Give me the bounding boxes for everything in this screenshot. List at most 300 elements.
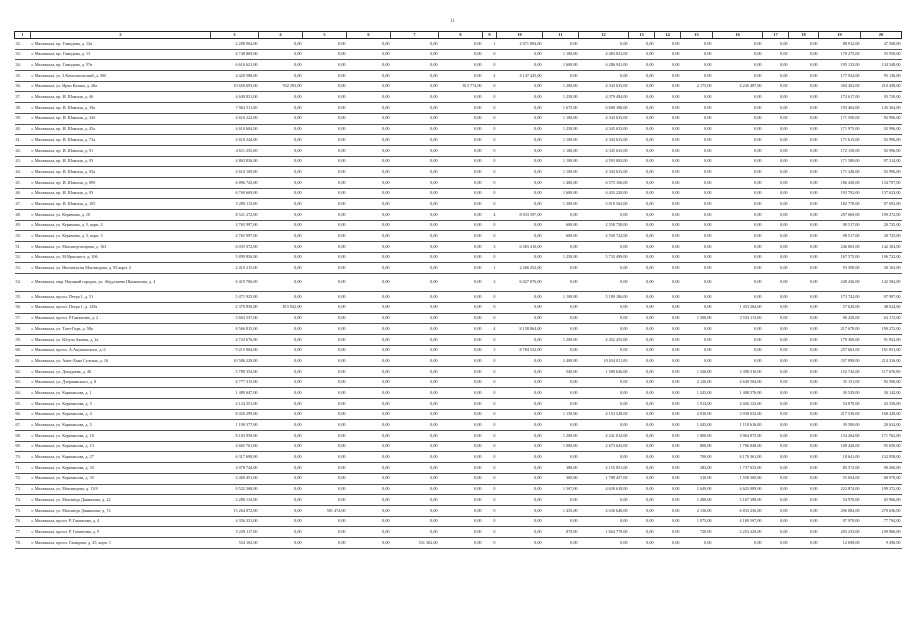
- value-cell: 0,00: [629, 274, 655, 292]
- value-cell: 0,00: [655, 199, 681, 210]
- value-cell: 1 100,00: [543, 145, 579, 156]
- address-cell: г. Махачкала, пр. Гамидова, д. 12а: [31, 39, 211, 50]
- value-cell: 0,00: [681, 188, 713, 199]
- value-cell: 0,00: [259, 431, 303, 442]
- value-cell: 0,00: [655, 473, 681, 484]
- value-cell: 0,00: [789, 167, 819, 178]
- value-cell: 171 590,00: [819, 113, 861, 124]
- value-cell: 0,00: [713, 167, 763, 178]
- value-cell: 4 649 564,00: [713, 377, 763, 388]
- address-cell: г. Махачкала, ул. Керимова, д. 5, корп. 3: [31, 231, 211, 242]
- value-cell: 0,00: [439, 124, 483, 135]
- value-cell: 4 241 014,00: [579, 431, 629, 442]
- value-cell: 0,00: [655, 135, 681, 146]
- value-cell: 0: [483, 356, 497, 367]
- table-row: [15, 334, 902, 345]
- value-cell: 0,00: [543, 263, 579, 274]
- table-row: [15, 156, 902, 167]
- value-cell: 0,00: [789, 527, 819, 538]
- value-cell: 0,00: [391, 177, 439, 188]
- value-cell: 0: [483, 399, 497, 410]
- value-cell: 0: [483, 441, 497, 452]
- value-cell: 1 796 048,00: [713, 441, 763, 452]
- value-cell: 0,00: [439, 135, 483, 146]
- value-cell: 0,00: [543, 210, 579, 221]
- address-cell: г. Махачкала, ул. Коркмасова, д. 3: [31, 399, 211, 410]
- value-cell: 4 636 640,00: [579, 505, 629, 516]
- table-row: [15, 399, 902, 410]
- value-cell: 0,00: [259, 516, 303, 527]
- value-cell: 4 483 823,00: [579, 49, 629, 60]
- value-cell: 2 379 830,00: [211, 302, 259, 313]
- row-number-cell: 44.: [15, 167, 31, 178]
- value-cell: 700,00: [681, 452, 713, 463]
- value-cell: 0,00: [347, 388, 391, 399]
- value-cell: 0,00: [763, 537, 789, 548]
- value-cell: 0,00: [763, 60, 789, 71]
- value-cell: 0,00: [655, 452, 681, 463]
- value-cell: 0,00: [391, 113, 439, 124]
- value-cell: 0: [483, 252, 497, 263]
- value-cell: 0,00: [391, 92, 439, 103]
- value-cell: 0,00: [391, 135, 439, 146]
- value-cell: 4 345 633,00: [579, 124, 629, 135]
- table-row: [15, 441, 902, 452]
- value-cell: 0,00: [543, 71, 579, 82]
- value-cell: 0,00: [789, 473, 819, 484]
- value-cell: 0,00: [629, 345, 655, 356]
- value-cell: 0,00: [629, 177, 655, 188]
- value-cell: 0,00: [763, 81, 789, 92]
- value-cell: 1 737 633,00: [713, 463, 763, 474]
- value-cell: 0,00: [629, 420, 655, 431]
- value-cell: 55 654,00: [819, 473, 861, 484]
- value-cell: 0,00: [543, 39, 579, 50]
- value-cell: 0: [483, 516, 497, 527]
- row-number-cell: 46.: [15, 188, 31, 199]
- value-cell: 0,00: [391, 274, 439, 292]
- value-cell: 0: [483, 156, 497, 167]
- value-cell: 0,00: [391, 399, 439, 410]
- value-cell: 0: [483, 463, 497, 474]
- value-cell: 0,00: [543, 495, 579, 506]
- value-cell: 0,00: [579, 345, 629, 356]
- value-cell: 0,00: [439, 167, 483, 178]
- value-cell: 0,00: [763, 103, 789, 114]
- row-number-cell: 65.: [15, 399, 31, 410]
- value-cell: 0,00: [763, 292, 789, 303]
- value-cell: 0,00: [789, 345, 819, 356]
- value-cell: 0,00: [439, 231, 483, 242]
- value-cell: 0,00: [259, 345, 303, 356]
- value-cell: 0,00: [439, 473, 483, 484]
- value-cell: 0,00: [497, 463, 543, 474]
- value-cell: 2 175,00: [681, 81, 713, 92]
- table-row: [15, 242, 902, 253]
- value-cell: 0,00: [543, 420, 579, 431]
- value-cell: 2 765 997,00: [211, 231, 259, 242]
- value-cell: 0,00: [391, 334, 439, 345]
- value-cell: 0,00: [391, 263, 439, 274]
- value-cell: 0,00: [789, 49, 819, 60]
- row-number-cell: 58.: [15, 324, 31, 335]
- value-cell: 0,00: [629, 92, 655, 103]
- value-cell: 4 610 169,00: [211, 167, 259, 178]
- value-cell: 4 723 676,00: [211, 334, 259, 345]
- value-cell: 0,00: [439, 495, 483, 506]
- value-cell: 0,00: [789, 313, 819, 324]
- address-cell: г. Махачкала, пр. И. Шамиля, д. 19а: [31, 103, 211, 114]
- value-cell: 0,00: [789, 242, 819, 253]
- value-cell: 0,00: [763, 505, 789, 516]
- row-number-cell: 51.: [15, 242, 31, 253]
- value-cell: 4 748 869,00: [211, 49, 259, 60]
- value-cell: 0,00: [655, 388, 681, 399]
- value-cell: 0,00: [629, 220, 655, 231]
- table-row: [15, 495, 902, 506]
- value-cell: 0,00: [681, 39, 713, 50]
- value-cell: 167 575,00: [819, 252, 861, 263]
- value-cell: 8 103 950,00: [211, 431, 259, 442]
- value-cell: 0,00: [259, 292, 303, 303]
- value-cell: 154 264,00: [819, 431, 861, 442]
- address-cell: г. Махачкала, пр. Гамидова, д. 57в: [31, 60, 211, 71]
- value-cell: 4 777 315,00: [211, 377, 259, 388]
- value-cell: 4 610 222,00: [211, 113, 259, 124]
- value-cell: 0,00: [391, 103, 439, 114]
- value-cell: 142 304,00: [861, 242, 902, 253]
- value-cell: 4 593 002,00: [579, 156, 629, 167]
- value-cell: 0,00: [347, 324, 391, 335]
- value-cell: 0,00: [303, 527, 347, 538]
- value-cell: 0,00: [629, 167, 655, 178]
- value-cell: 0,00: [629, 242, 655, 253]
- value-cell: 0,00: [713, 103, 763, 114]
- value-cell: 554 102,00: [211, 537, 259, 548]
- row-number-cell: 60.: [15, 345, 31, 356]
- value-cell: 0: [483, 231, 497, 242]
- value-cell: 181 831,00: [861, 345, 902, 356]
- value-cell: 0,00: [681, 252, 713, 263]
- value-cell: 9 215 964,00: [211, 345, 259, 356]
- value-cell: 0,00: [497, 167, 543, 178]
- row-number-cell: 52.: [15, 252, 31, 263]
- value-cell: 0,00: [629, 292, 655, 303]
- value-cell: 0,00: [713, 263, 763, 274]
- value-cell: 1 567,00: [543, 484, 579, 495]
- value-cell: 0,00: [497, 334, 543, 345]
- value-cell: 6 419 706,00: [211, 274, 259, 292]
- value-cell: 0,00: [713, 124, 763, 135]
- value-cell: 0: [483, 113, 497, 124]
- value-cell: 0,00: [789, 495, 819, 506]
- value-cell: 0,00: [713, 49, 763, 60]
- value-cell: 0,00: [347, 210, 391, 221]
- value-cell: 0: [483, 420, 497, 431]
- value-cell: 10 586 229,00: [211, 356, 259, 367]
- value-cell: 0,00: [347, 409, 391, 420]
- value-cell: 5 789 354,00: [211, 366, 259, 377]
- column-number-cell: 14: [655, 32, 681, 39]
- value-cell: 1 200,00: [543, 81, 579, 92]
- value-cell: 0,00: [439, 252, 483, 263]
- value-cell: 0,00: [763, 177, 789, 188]
- row-number-cell: 57.: [15, 313, 31, 324]
- value-cell: 0,00: [629, 527, 655, 538]
- value-cell: 0,00: [347, 199, 391, 210]
- value-cell: 0,00: [259, 177, 303, 188]
- value-cell: 4 611 255,00: [211, 145, 259, 156]
- value-cell: 106 722,00: [861, 252, 902, 263]
- value-cell: 0,00: [763, 49, 789, 60]
- table-row: [15, 113, 902, 124]
- value-cell: 0,00: [579, 388, 629, 399]
- value-cell: 0,00: [347, 473, 391, 484]
- value-cell: 1 243,00: [681, 388, 713, 399]
- value-cell: 0,00: [655, 302, 681, 313]
- value-cell: 4 180 567,00: [713, 516, 763, 527]
- value-cell: 97 314,00: [861, 156, 902, 167]
- value-cell: 3 938 632,00: [713, 409, 763, 420]
- value-cell: 0,00: [713, 345, 763, 356]
- value-cell: 0,00: [629, 334, 655, 345]
- value-cell: 0,00: [681, 103, 713, 114]
- value-cell: 0,00: [629, 252, 655, 263]
- value-cell: 0,00: [681, 324, 713, 335]
- value-cell: 0,00: [347, 71, 391, 82]
- value-cell: 0,00: [439, 366, 483, 377]
- value-cell: 8 784 532,00: [497, 345, 543, 356]
- value-cell: 0,00: [763, 334, 789, 345]
- value-cell: 0,00: [789, 324, 819, 335]
- value-cell: 0,00: [259, 199, 303, 210]
- value-cell: 0,00: [391, 495, 439, 506]
- value-cell: 1 326,00: [681, 366, 713, 377]
- address-cell: г. Махачкала, пр. И. Шамиля, д. 93: [31, 188, 211, 199]
- value-cell: 0,00: [713, 135, 763, 146]
- value-cell: 1: [483, 39, 497, 50]
- value-cell: 0,00: [439, 210, 483, 221]
- value-cell: 0,00: [655, 420, 681, 431]
- value-cell: 1 100,00: [543, 292, 579, 303]
- value-cell: 1 100,00: [543, 135, 579, 146]
- value-cell: 199 372,00: [861, 484, 902, 495]
- value-cell: 0: [483, 92, 497, 103]
- value-cell: 0,00: [655, 324, 681, 335]
- value-cell: 0,00: [789, 92, 819, 103]
- value-cell: 0,00: [391, 242, 439, 253]
- value-cell: 0,00: [259, 60, 303, 71]
- value-cell: 0,00: [789, 431, 819, 442]
- value-cell: 0,00: [681, 302, 713, 313]
- value-cell: 0,00: [439, 39, 483, 50]
- value-cell: 20 725,00: [861, 220, 902, 231]
- value-cell: 3 167 398,00: [713, 495, 763, 506]
- row-number-cell: 71.: [15, 463, 31, 474]
- value-cell: 0,00: [259, 210, 303, 221]
- value-cell: 0,00: [655, 356, 681, 367]
- value-cell: 0,00: [497, 377, 543, 388]
- row-number-cell: 32.: [15, 39, 31, 50]
- value-cell: 186 430,00: [819, 177, 861, 188]
- value-cell: 0,00: [347, 263, 391, 274]
- value-cell: 54 870,00: [819, 399, 861, 410]
- table-row: [15, 345, 902, 356]
- value-cell: 0,00: [259, 356, 303, 367]
- value-cell: 4 245 487,00: [713, 81, 763, 92]
- value-cell: 270 636,00: [861, 505, 902, 516]
- value-cell: 50 529,00: [819, 388, 861, 399]
- address-cell: г. Махачкала, ул. 3 Комсомольский, д. 50б: [31, 71, 211, 82]
- value-cell: 0,00: [579, 324, 629, 335]
- value-cell: 0,00: [303, 377, 347, 388]
- value-cell: 0,00: [763, 71, 789, 82]
- value-cell: 0,00: [655, 537, 681, 548]
- value-cell: 3 663 537,00: [211, 313, 259, 324]
- value-cell: 5 899 856,00: [211, 252, 259, 263]
- value-cell: 2 124 351,00: [211, 399, 259, 410]
- value-cell: 0,00: [655, 156, 681, 167]
- value-cell: 0: [483, 124, 497, 135]
- value-cell: 93 500,00: [819, 263, 861, 274]
- value-cell: 0,00: [347, 452, 391, 463]
- value-cell: 168 428,00: [861, 409, 902, 420]
- value-cell: 0,00: [681, 167, 713, 178]
- address-cell: г. Махачкала, пр. И. Шамиля, д. 4б: [31, 92, 211, 103]
- value-cell: 0,00: [789, 484, 819, 495]
- value-cell: 0,00: [497, 252, 543, 263]
- table-row: [15, 366, 902, 377]
- value-cell: 6 833 236,00: [713, 505, 763, 516]
- value-cell: 0,00: [259, 463, 303, 474]
- value-cell: 0,00: [259, 409, 303, 420]
- table-row: [15, 39, 902, 50]
- column-number-cell: 8: [439, 32, 483, 39]
- value-cell: 581 474,00: [303, 505, 347, 516]
- value-cell: 0,00: [681, 199, 713, 210]
- value-cell: 0,00: [303, 473, 347, 484]
- value-cell: 870,00: [543, 527, 579, 538]
- value-cell: 0,00: [629, 263, 655, 274]
- value-cell: 0,00: [259, 167, 303, 178]
- value-cell: 0,00: [391, 431, 439, 442]
- address-cell: г. Махачкала, просп. Гамидова, д. 45, корп. 1: [31, 537, 211, 548]
- value-cell: 0,00: [391, 167, 439, 178]
- value-cell: 0,00: [789, 60, 819, 71]
- value-cell: 0,00: [629, 452, 655, 463]
- value-cell: 0,00: [713, 324, 763, 335]
- value-cell: 0,00: [259, 495, 303, 506]
- table-row: [15, 167, 902, 178]
- value-cell: 0,00: [391, 345, 439, 356]
- value-cell: 0,00: [391, 49, 439, 60]
- address-cell: г. Махачкала, ул. Керимова, д. 5, корп. 2: [31, 220, 211, 231]
- row-number-cell: 67.: [15, 420, 31, 431]
- address-cell: г. Махачкала, ул. Магомедова, д. 13/9: [31, 484, 211, 495]
- value-cell: 0,00: [391, 231, 439, 242]
- value-cell: 57 620,00: [819, 302, 861, 313]
- value-cell: 0,00: [713, 199, 763, 210]
- value-cell: 0: [483, 431, 497, 442]
- column-number-cell: 1: [15, 32, 31, 39]
- value-cell: 0,00: [629, 135, 655, 146]
- address-cell: г. Махачкала, ул. Коркмасова, д. 1: [31, 388, 211, 399]
- value-cell: 6 680 180,00: [579, 103, 629, 114]
- value-cell: 0,00: [347, 156, 391, 167]
- value-cell: 0,00: [303, 334, 347, 345]
- value-cell: 0,00: [789, 452, 819, 463]
- column-number-cell: 20: [861, 32, 902, 39]
- row-number-cell: 75.: [15, 505, 31, 516]
- value-cell: 257 603,00: [819, 345, 861, 356]
- value-cell: 0,00: [303, 313, 347, 324]
- value-cell: 0,00: [629, 463, 655, 474]
- value-cell: 0,00: [713, 210, 763, 221]
- value-cell: 0,00: [259, 366, 303, 377]
- value-cell: 0,00: [439, 463, 483, 474]
- value-cell: 0,00: [789, 441, 819, 452]
- value-cell: 55 950,00: [861, 49, 902, 60]
- value-cell: 0,00: [789, 124, 819, 135]
- value-cell: 0,00: [391, 527, 439, 538]
- value-cell: 0,00: [497, 177, 543, 188]
- value-cell: 0,00: [391, 252, 439, 263]
- value-cell: 1 788 457,00: [579, 473, 629, 484]
- value-cell: 0,00: [439, 188, 483, 199]
- value-cell: 0,00: [543, 345, 579, 356]
- value-cell: 4 625 989,00: [713, 484, 763, 495]
- value-cell: 4 343 633,00: [579, 113, 629, 124]
- value-cell: 0,00: [303, 39, 347, 50]
- value-cell: 0,00: [259, 473, 303, 484]
- value-cell: 6 435 220,00: [579, 188, 629, 199]
- address-cell: г. Махачкала, ул. Магомедтагирова, д. 163: [31, 242, 211, 253]
- value-cell: 0,00: [655, 103, 681, 114]
- value-cell: 0,00: [303, 199, 347, 210]
- value-cell: 0,00: [391, 124, 439, 135]
- value-cell: 0,00: [259, 188, 303, 199]
- value-cell: 0,00: [497, 49, 543, 60]
- value-cell: 0,00: [629, 537, 655, 548]
- value-cell: 0,00: [347, 167, 391, 178]
- value-cell: 6 616 621,00: [211, 60, 259, 71]
- value-cell: 1 558 360,00: [713, 473, 763, 484]
- value-cell: 54 970,00: [819, 495, 861, 506]
- value-cell: 0,00: [391, 39, 439, 50]
- table-row: [15, 473, 902, 484]
- value-cell: 1 453 264,00: [713, 302, 763, 313]
- value-cell: 0,00: [789, 516, 819, 527]
- row-number-cell: 64.: [15, 388, 31, 399]
- value-cell: 0,00: [655, 334, 681, 345]
- value-cell: 20 632,00: [861, 420, 902, 431]
- table-row: [15, 388, 902, 399]
- table-row: [15, 103, 902, 114]
- value-cell: 0,00: [347, 366, 391, 377]
- value-cell: 177 924,00: [819, 71, 861, 82]
- value-cell: 1 600,00: [543, 60, 579, 71]
- value-cell: 0,00: [439, 145, 483, 156]
- value-cell: 0,00: [259, 537, 303, 548]
- value-cell: 0,00: [303, 135, 347, 146]
- value-cell: 0,00: [655, 527, 681, 538]
- value-cell: 0,00: [391, 188, 439, 199]
- value-cell: 0,00: [497, 156, 543, 167]
- value-cell: 0,00: [347, 92, 391, 103]
- value-cell: 0,00: [629, 49, 655, 60]
- value-cell: 0,00: [629, 60, 655, 71]
- value-cell: 0,00: [579, 313, 629, 324]
